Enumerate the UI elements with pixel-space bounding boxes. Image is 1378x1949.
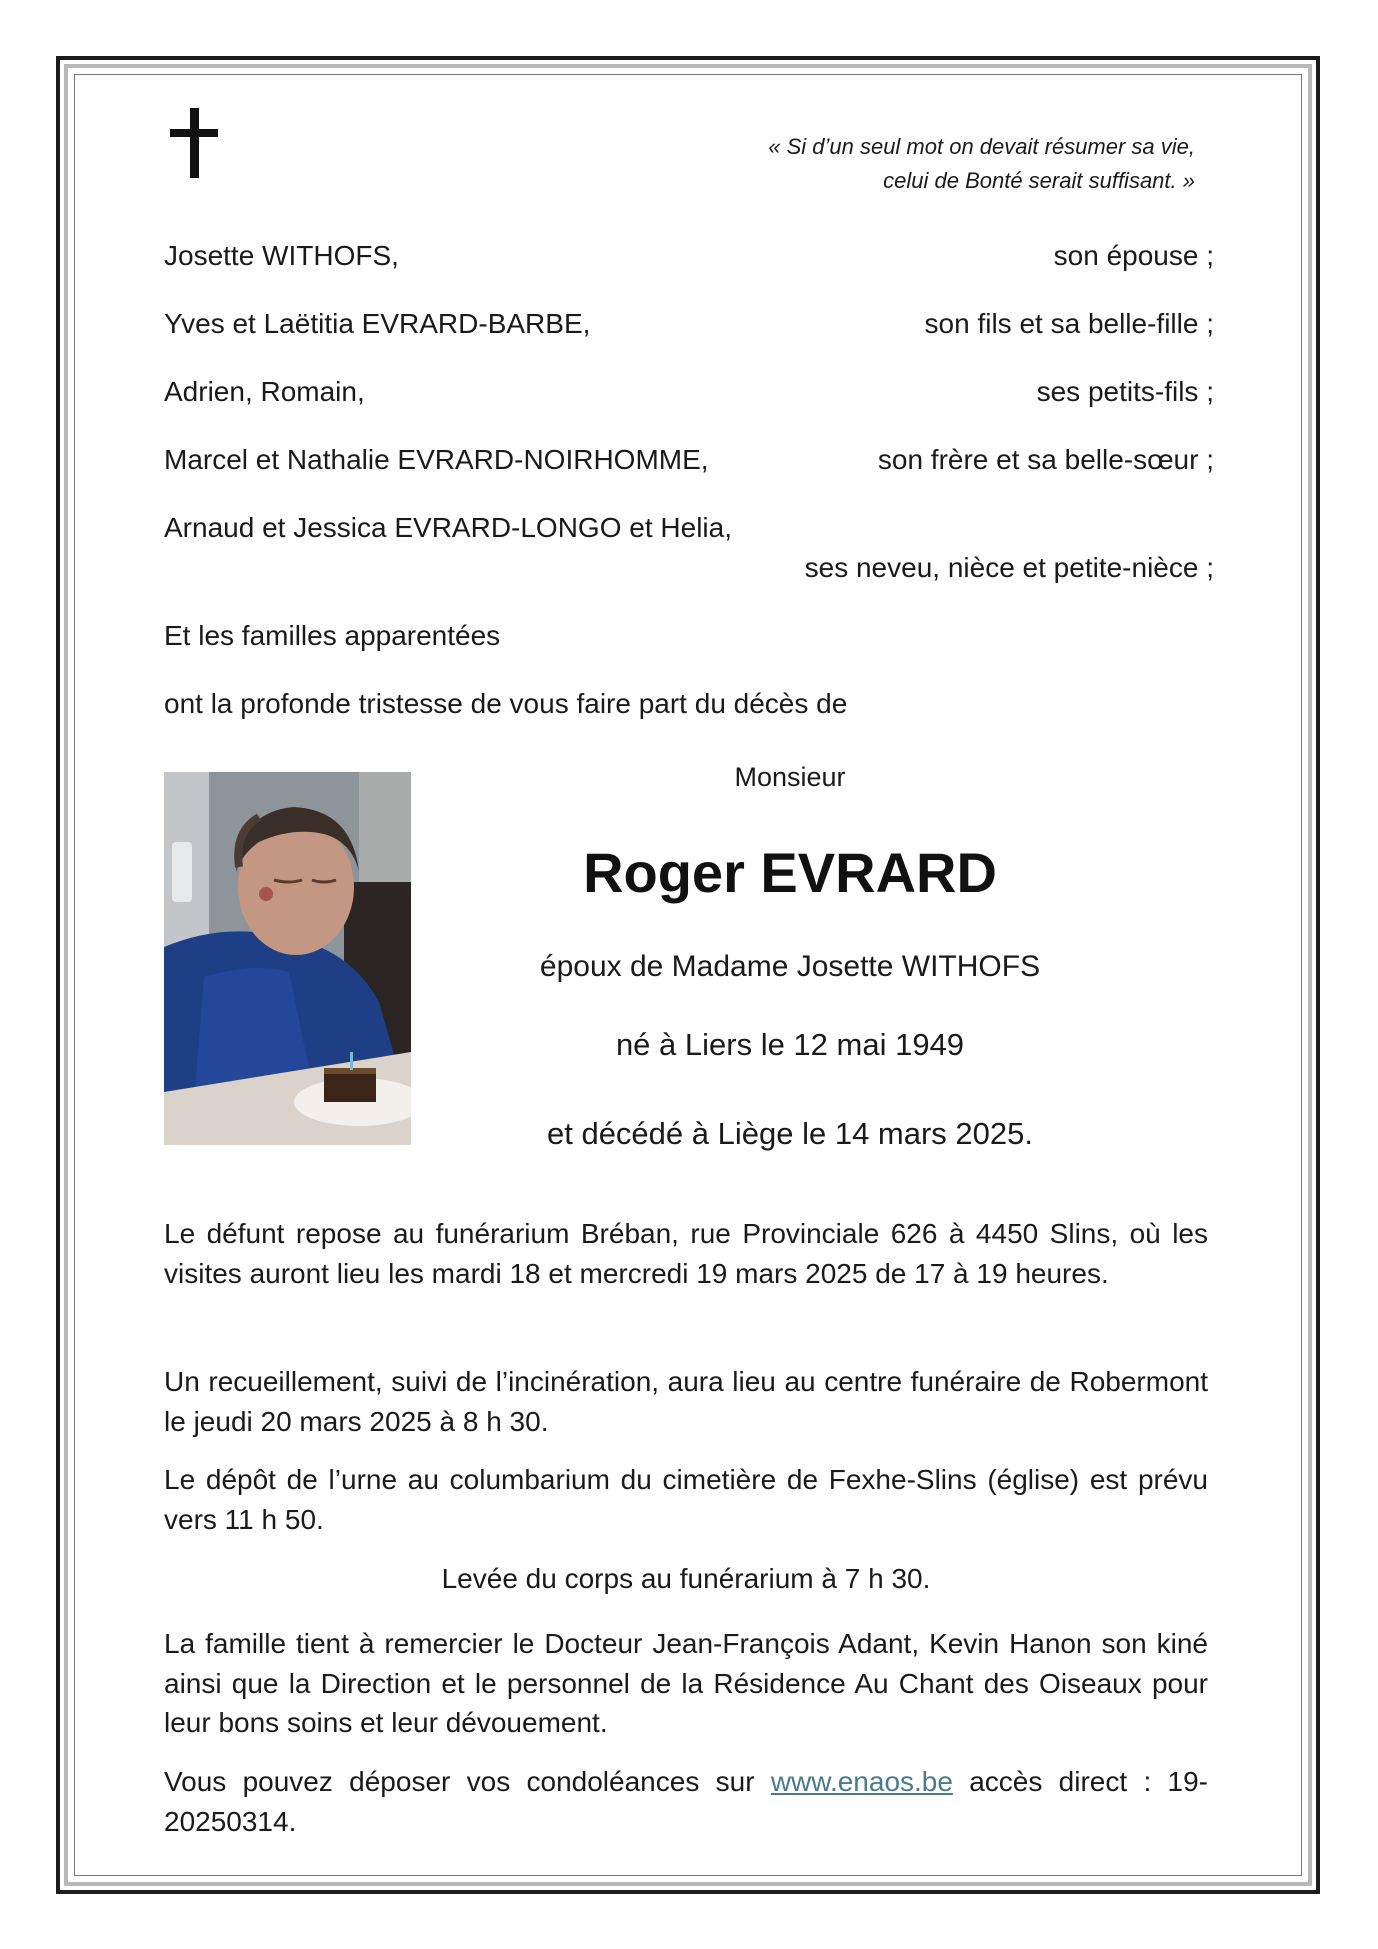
thanks-paragraph: La famille tient à remercier le Docteur Jean-François Adant, Kevin Hanon son kiné ainsi que la Direction et le personnel de la Résidence Au Chant des Oiseaux pour leur bons soins et leur dévouement.: [164, 1628, 1208, 1738]
family-name: Josette WITHOFS,: [164, 240, 399, 271]
deceased-title: Monsieur: [734, 762, 846, 792]
cross-icon: [170, 108, 218, 178]
ceremony-paragraph: Un recueillement, suivi de l’incinération, aura lieu au centre funéraire de Robermont le jeudi 20 mars 2025 à 8 h 30.: [164, 1366, 1208, 1437]
family-name: Adrien, Romain,: [164, 376, 365, 407]
family-relation: son frère et sa belle-sœur ;: [877, 444, 1214, 475]
family-relation: son fils et sa belle-fille ;: [924, 308, 1214, 339]
urn-paragraph: Le dépôt de l’urne au columbarium du cimetière de Fexhe-Slins (église) est prévu vers 11 h 50.: [164, 1464, 1208, 1535]
condolences-text-after: accès direct : 19-20250314.: [164, 1766, 1208, 1837]
levee-line: Levée du corps au funérarium à 7 h 30.: [441, 1563, 931, 1594]
family-relation: son épouse ;: [1053, 240, 1214, 271]
family-row: [164, 306, 1214, 342]
condolences-text-before: Vous pouvez déposer vos condoléances sur: [164, 1766, 771, 1797]
birth-line: né à Liers le 12 mai 1949: [615, 1027, 965, 1062]
quote-line-2: celui de Bonté serait suffisant. »: [883, 168, 1195, 193]
condolences-link[interactable]: www.enaos.be: [770, 1766, 953, 1797]
related-families: Et les familles apparentées: [164, 620, 501, 651]
spouse-line: époux de Madame Josette WITHOFS: [539, 950, 1041, 983]
deceased-name: Roger EVRARD: [583, 841, 997, 904]
family-row: [164, 442, 1214, 478]
condolences-paragraph: [164, 1762, 1208, 1841]
epitaph-quote: [768, 130, 1195, 198]
family-relation: ses petits-fils ;: [1036, 376, 1214, 407]
deceased-photo: [164, 772, 411, 1145]
family-name: Arnaud et Jessica EVRARD-LONGO et Helia,: [164, 512, 732, 543]
family-name: Yves et Laëtitia EVRARD-BARBE,: [164, 308, 591, 339]
family-name: Marcel et Nathalie EVRARD-NOIRHOMME,: [164, 444, 709, 475]
family-relation: ses neveu, nièce et petite-nièce ;: [804, 552, 1214, 583]
death-line: et décédé à Liège le 14 mars 2025.: [546, 1116, 1033, 1151]
quote-line-1: « Si d’un seul mot on devait résumer sa vie,: [768, 134, 1195, 159]
family-row: [164, 374, 1214, 410]
rest-paragraph: Le défunt repose au funérarium Bréban, rue Provinciale 626 à 4450 Slins, où les visites auront lieu les mardi 18 et mercredi 19 mars 2025 de 17 à 19 heures.: [164, 1218, 1208, 1289]
family-row: [164, 238, 1214, 274]
announcement-text: ont la profonde tristesse de vous faire part du décès de: [164, 688, 848, 719]
